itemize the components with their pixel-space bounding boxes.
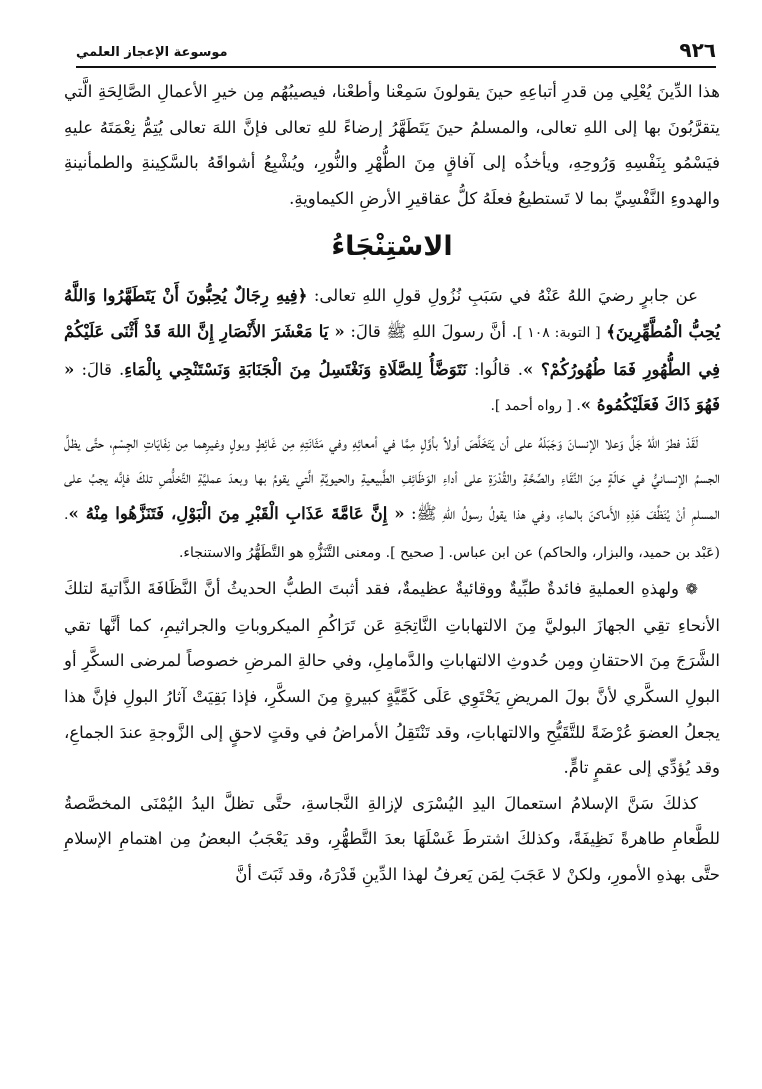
prophet-saying: « يَا مَعْشَرَ الأَنْصَارِ إِنَّ اللهَ قَدْ أَثْنَى عَلَيْكُمْ فِي الطُّهُورِ فَمَا طُهُورُكُمْ؟ » — [64, 321, 720, 379]
companions-reply: نَتَوَضَّأُ لِلصَّلَاةِ وَنَغْتَسِلُ مِنَ الْجَنَابَةِ وَنَسْتَنْجِي بِالْمَاءِ — [124, 359, 467, 379]
page-body — [64, 74, 720, 892]
page-header — [76, 34, 716, 64]
purification-paragraph — [64, 425, 720, 571]
reply-intro: . قالُوا: — [466, 359, 524, 379]
hadith-lead: عن جابرٍ رضيَ اللهُ عَنْهُ في سَبَبِ نُزُولِ قولِ اللهِ تعالى: — [307, 286, 698, 306]
medical-text: ولهذهِ العمليةِ فائدةٌ طبِّيةٌ ووقائيةٌ عظيمةٌ، فقد أثبتَ الطبُّ الحديثُ أنَّ النَّظَافَةَ الذَّاتيةَ لتلكَ الأنحاءِ تقِي الجهازَ البوليَّ مِنَ الالتهاباتِ النَّاتِجَةِ عَن تَرَاكُمِ الميكروباتِ والجراثيمِ، كما أنَّها تقي الشَّرَجَ مِنَ الاحتقانِ ومِن حُدوثِ الالتهاباتِ والدَّمامِلِ، وفي حالةِ المرضِ خصوصاً لمرضى السكَّرِ أو البولِ السكَّري لأنَّ بولَ المريضِ يَحْتَوِي عَلَى كَمِّيَّةٍ كبيرةٍ مِنَ السكَّرِ، فإذا بَقِيَتْ آثارُ البولِ فإنَّ هذا يجعلُ العضوَ عُرْضَةً للتَّقَيُّحِ والالتهاباتِ، وقد تَنْتَقِلُ الأمراضُ في وقتٍ لاحقٍ إلى الزَّوجةِ عندَ الجماعِ، وقد يُؤدِّي إلى عقمٍ تامٍّ. — [64, 579, 720, 778]
closing-paragraph: كذلكَ سَنَّ الإسلامُ استعمالَ اليدِ اليُسْرَى لإزالةِ النَّجاسةِ، حتَّى تظلَّ اليدُ اليُمْنَى المخصَّصةُ للطَّعامِ طاهرةً نَظِيفَةً، وكذلكَ اشترطَ غَسْلَهَا بعدَ التَّطهُّرِ، وقد يَعْجَبُ البعضُ مِن اهتمامِ الإسلامِ حتَّى بهذهِ الأمورِ، ولكنْ لا عَجَبَ لِمَن يَعرفُ لهذا الدِّينِ قَدْرَهُ، وقد ثَبَتَ أنَّ — [64, 793, 720, 884]
verse-reference: [ التوبة: ١٠٨ ] — [516, 324, 601, 341]
quran-verse: ﴿فِيهِ رِجَالٌ يُحِبُّونَ أَنْ يَتَطَهَّرُوا وَاللَّهُ يُحِبُّ الْمُطَّهِّرِينَ﴾ — [64, 286, 721, 341]
grave-hadith: « إِنَّ عَامَّةَ عَذَابِ الْقَبْرِ مِنَ الْبَوْلِ، فَتَنَزَّهُوا مِنْهُ » — [68, 503, 405, 523]
prophet-answer: « فَهُوَ ذَاكَ فَعَلَيْكُمُوهُ » — [64, 359, 720, 415]
header-divider — [76, 66, 716, 68]
hadith-middle: . أنَّ رسولَ اللهِ ﷺ قالَ: — [344, 321, 517, 341]
grave-hadith-source: . (عَبْد بن حميد، والبزار، والحاكم) عن ابن عباس. [ صحيح ]. ومعنى التَّنَزُّهِ هو التَّطَهُّرُ والاستنجاء. — [64, 506, 720, 561]
purification-text: لَقَدْ فطرَ اللهُ جَلَّ وَعلا الإنسانَ وَجَبَلَهُ على أن يَتَخَلَّصَ أولاً بأوَّلٍ مِمَّا في أمعائِهِ وفي مَثَانَتِهِ مِن غَائِطٍ وبولٍ وغيرِهما مِن نِفَايَاتِ الجِسْمِ، حتَّى يظلَّ الجسمُ الإنسانيُّ في حَالَةٍ مِنَ النَّقَاءِ والصِّحَّةِ والقُدْرَةِ على أداءِ الوَظَائِفِ الطَّبيعيةِ والحيويَّةِ الَّتي يقومُ بها وبعدَ عمليَّةِ التَّخلُّصِ تلكَ فإنَّه يجبُ على المسلمِ أنْ يُنَظِّفَ هَذِهِ الأَماكنَ بالماءِ، وفي هذا يقولُ رسولُ اللهِ ﷺ: — [64, 432, 720, 523]
flower-bullet-icon: ❁ — [685, 580, 698, 599]
medical-paragraph — [64, 571, 720, 786]
hadith-source: . [ رواه أحمد ]. — [490, 398, 581, 415]
answer-intro: . قالَ: — [74, 359, 125, 379]
intro-paragraph: هذا الدِّينَ يُعْلِي مِن قدرِ أتباعِهِ حينَ يقولونَ سَمِعْنا وأطعْنا، فيصيبُهُم مِن خيرِ الأعمالِ الصَّالِحَةِ الَّتي يتقرَّبُونَ بها إلى اللهِ تعالى، والمسلمُ حينَ يَتَطَهَّرُ إرضاءً للهِ تعالى فإنَّ اللهَ تعالى يُتِمُّ نِعْمَتَهُ عليهِ فيَسْمُو بِنَفْسِهِ وَرُوحِهِ، ويأخذُه إلى آفاقٍ مِنَ الطُّهْرِ والنُّورِ، ويُشْبِعُ أشواقَهُ بالسَّكِينةِ والطمأنينةِ والهدوءِ النَّفْسِيِّ بما لا تَستطيعُ فعلَهُ كلُّ عقاقيرِ الأرضِ الكيماويةِ. — [64, 82, 720, 208]
book-title: موسوعة الإعجاز العلمي — [76, 45, 228, 60]
page-number: ٩٢٦ — [679, 38, 716, 62]
hadith-paragraph — [64, 278, 720, 424]
section-heading: الاسْتِنْجَاءُ — [331, 231, 453, 263]
